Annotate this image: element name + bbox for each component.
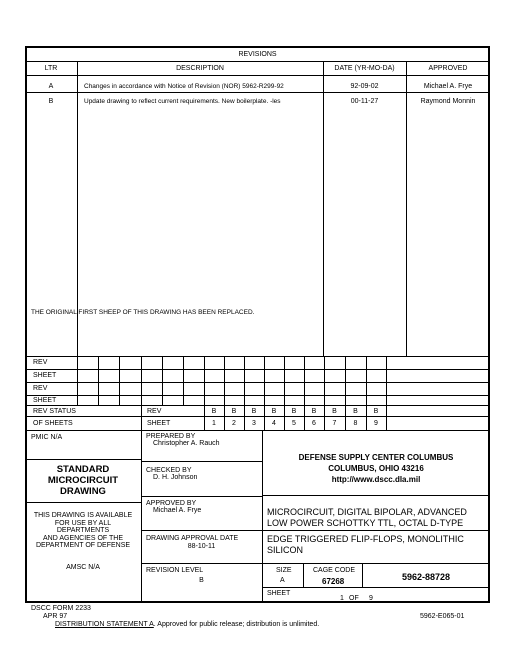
revision-row-date: 92-09-02: [350, 83, 379, 90]
divider: [141, 496, 262, 497]
sheet-row-label: SHEET: [33, 372, 57, 379]
drawing-title-line: EDGE TRIGGERED FLIP-FLOPS, MONOLITHIC: [267, 534, 464, 544]
divider: [25, 416, 490, 417]
sheet-of-label: OF: [349, 595, 359, 602]
divider: [262, 587, 490, 588]
rev-status-cell: B: [231, 408, 237, 415]
rev-row-label: REV: [33, 359, 48, 366]
checked-by-label: CHECKED BY: [146, 467, 192, 474]
divider: [324, 356, 325, 405]
replaced-note: THE ORIGINAL FIRST SHEEP OF THIS DRAWING HAS BEEN REPLACED.: [31, 309, 255, 316]
divider: [366, 356, 367, 405]
standard-line: MICROCIRCUIT: [47, 475, 119, 486]
divider: [98, 356, 99, 405]
divider: [303, 563, 304, 587]
divider: [25, 502, 141, 503]
amsc-label: AMSC N/A: [66, 564, 100, 571]
revision-row-description: Changes in accordance with Notice of Revision (NOR) 5962-R299-92: [84, 83, 284, 90]
divider: [25, 61, 490, 62]
revision-row-date: 00-11-27: [350, 98, 379, 105]
sheet-label: SHEET: [147, 420, 171, 427]
divider: [262, 495, 490, 496]
divider: [25, 405, 490, 406]
sheet-number-cell: 8: [353, 420, 358, 427]
sheet-number-cell: 4: [272, 420, 276, 427]
divider: [345, 356, 346, 405]
standard-line: DRAWING: [60, 486, 106, 497]
divider: [141, 461, 262, 462]
availability-line: DEPARTMENTS: [56, 527, 110, 534]
divider: [25, 369, 490, 370]
divider: [264, 356, 265, 405]
rev-status-cell: B: [353, 408, 358, 415]
cage-code-label: CAGE CODE: [313, 567, 356, 574]
divider: [244, 356, 245, 405]
divider: [262, 530, 490, 531]
revisions-title: REVISIONS: [238, 51, 277, 58]
drawing-title-line: SILICON: [267, 545, 304, 555]
sheet-row-label: SHEET: [33, 397, 57, 404]
revision-row-approved: Raymond Monnin: [420, 98, 476, 105]
col-header-date: DATE (YR-MO-DA): [334, 65, 395, 72]
divider: [25, 395, 490, 396]
sheet-number-cell: 1: [212, 420, 216, 427]
divider: [25, 382, 490, 383]
revision-row-approved: Michael A. Frye: [423, 83, 473, 90]
drawing-number: 5962-88728: [401, 572, 451, 582]
rev-status-cell: B: [373, 408, 379, 415]
revision-level-value: B: [199, 577, 204, 584]
availability-line: FOR USE BY ALL: [54, 520, 112, 527]
checked-by-name: D. H. Johnson: [153, 474, 198, 481]
divider: [119, 356, 120, 405]
distribution-statement: [55, 621, 319, 629]
divider: [77, 356, 78, 405]
sheet-number: 1: [340, 595, 344, 602]
divider: [25, 92, 490, 93]
dscc-url[interactable]: http://www.dscc.dla.mil: [331, 475, 421, 484]
revision-level-label: REVISION LEVEL: [146, 567, 204, 574]
sheet-number-cell: 6: [312, 420, 316, 427]
revision-row-ltr: A: [48, 83, 54, 90]
sheet-total: 9: [369, 595, 373, 602]
divider: [183, 356, 184, 405]
rev-status-cell: B: [211, 408, 217, 415]
divider: [141, 356, 142, 405]
approved-by-name: Michael A. Frye: [153, 507, 202, 514]
col-header-approved: APPROVED: [428, 65, 468, 72]
form-date: APR 97: [43, 613, 68, 620]
divider: [25, 459, 141, 460]
sheet-number-cell: 9: [374, 420, 378, 427]
col-header-ltr: LTR: [44, 65, 58, 72]
distribution-label: DISTRIBUTION STATEMENT A: [55, 621, 154, 628]
divider: [386, 405, 387, 430]
rev-status-cell: B: [291, 408, 297, 415]
availability-line: DEPARTMENT OF DEFENSE: [35, 542, 131, 549]
rev-status-label: REV STATUS: [33, 408, 76, 415]
divider: [204, 356, 205, 405]
divider: [25, 430, 490, 431]
divider: [284, 356, 285, 405]
revision-row-ltr: B: [48, 98, 54, 105]
sheet-number-cell: 5: [292, 420, 296, 427]
form-number: 5962-E065-01: [420, 613, 465, 620]
col-header-description: DESCRIPTION: [176, 65, 224, 72]
rev-status-cell: B: [251, 408, 257, 415]
divider: [141, 530, 262, 531]
divider: [386, 356, 387, 405]
drawing-title-line: MICROCIRCUIT, DIGITAL BIPOLAR, ADVANCED: [267, 507, 467, 517]
rev-status-cell: B: [271, 408, 277, 415]
of-sheets-label: OF SHEETS: [33, 420, 73, 427]
approved-by-label: APPROVED BY: [146, 500, 197, 507]
divider: [162, 356, 163, 405]
dscc-address: COLUMBUS, OHIO 43216: [328, 464, 424, 473]
rev-label: REV: [147, 408, 162, 415]
cage-code-value: 67268: [322, 577, 345, 586]
drawing-title-line: LOW POWER SCHOTTKY TTL, OCTAL D-TYPE: [267, 518, 464, 528]
approval-date-label: DRAWING APPROVAL DATE: [146, 535, 239, 542]
prepared-by-label: PREPARED BY: [146, 433, 196, 440]
divider: [224, 356, 225, 405]
availability-line: THIS DRAWING IS AVAILABLE: [33, 512, 133, 519]
pmic-label: PMIC N/A: [31, 434, 63, 441]
divider: [25, 356, 490, 357]
sheet-number-cell: 2: [232, 420, 236, 427]
approval-date-value: 88-10-11: [187, 543, 216, 550]
prepared-by-name: Christopher A. Rauch: [153, 440, 220, 447]
availability-line: AND AGENCIES OF THE: [43, 535, 123, 542]
distribution-text: . Approved for public release; distribution is unlimited.: [153, 621, 320, 628]
rev-row-label: REV: [33, 385, 48, 392]
divider: [141, 563, 490, 564]
sheet-number-cell: 7: [332, 420, 337, 427]
size-value: A: [280, 577, 285, 584]
sheet-label: SHEET: [267, 590, 291, 597]
divider: [25, 75, 490, 76]
revision-row-description: Update drawing to reflect current requirements. New boilerplate. -les: [84, 98, 281, 105]
divider: [304, 356, 305, 405]
size-label: SIZE: [276, 567, 292, 574]
divider: [141, 405, 142, 430]
standard-line: STANDARD: [56, 464, 110, 475]
dscc-name: DEFENSE SUPPLY CENTER COLUMBUS: [298, 453, 454, 462]
form-name: DSCC FORM 2233: [31, 605, 91, 612]
rev-status-cell: B: [332, 408, 337, 415]
rev-status-cell: B: [311, 408, 317, 415]
sheet-number-cell: 3: [252, 420, 256, 427]
